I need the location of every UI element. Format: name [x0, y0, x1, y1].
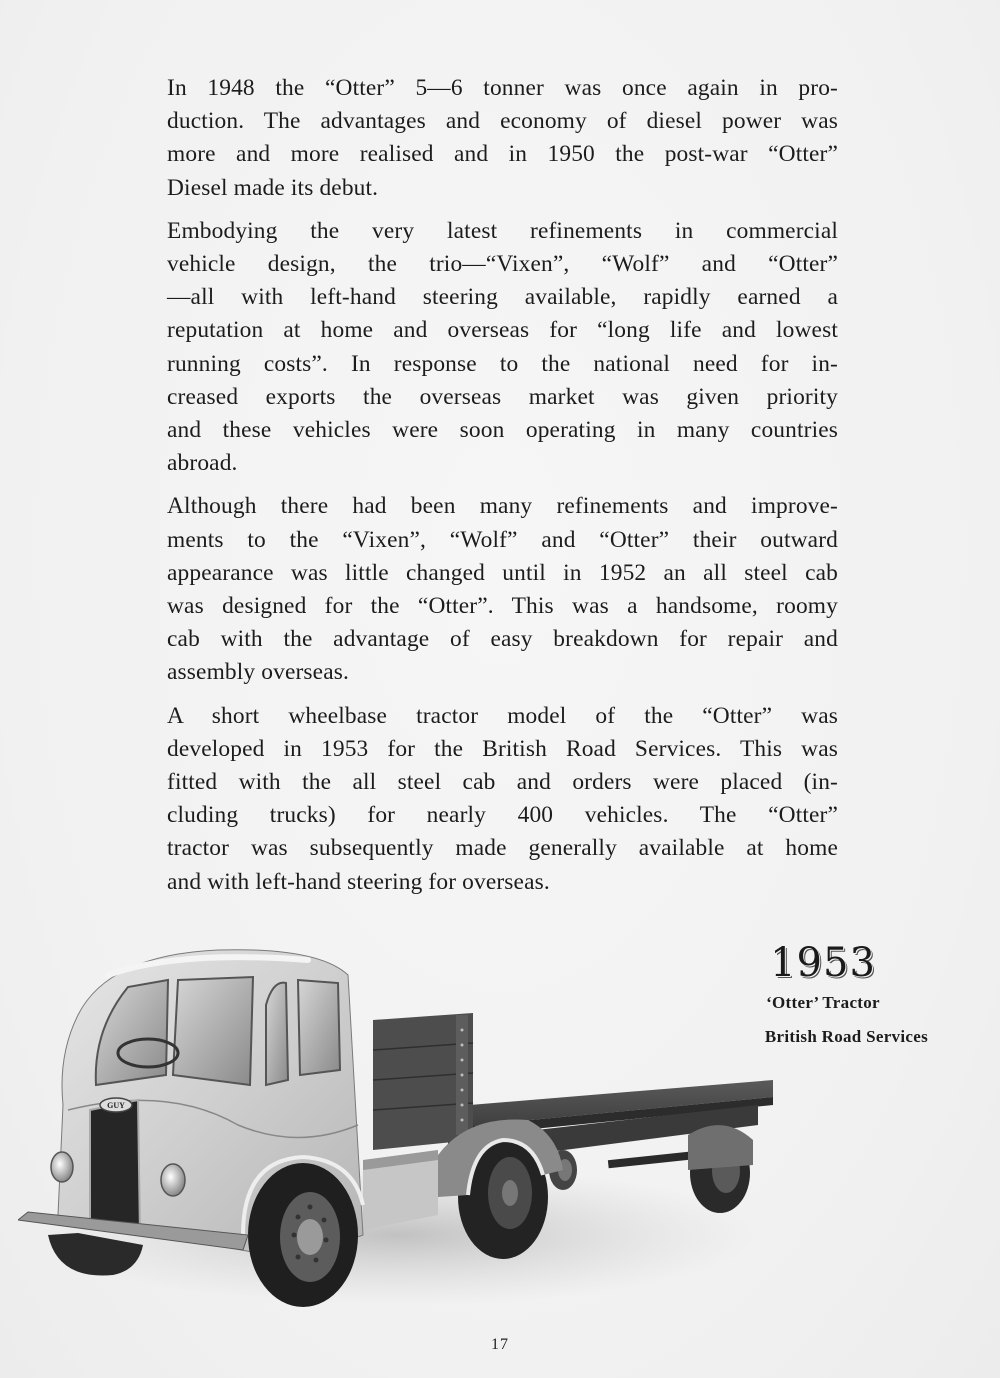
caption-owner: British Road Services: [764, 1027, 928, 1046]
text-line: and these vehicles were soon operating in many countries: [167, 417, 838, 444]
text-line: cluding trucks) for nearly 400 vehicles. The “Otter”: [167, 802, 838, 829]
page-number: 17: [491, 1336, 509, 1353]
text-line: appearance was little changed until in 1952 an all steel cab: [167, 559, 838, 586]
text-line: running costs”. In response to the national need for in-: [167, 350, 838, 377]
text-line: fitted with the all steel cab and orders were placed (in-: [167, 769, 838, 796]
text-line: more and more realised and in 1950 the post-war “Otter”: [167, 141, 838, 168]
text-line: Diesel made its debut.: [167, 174, 379, 201]
text-line: creased exports the overseas market was given priority: [167, 383, 838, 410]
paragraph-3: [167, 490, 838, 689]
caption-model: ‘Otter’ Tractor: [766, 993, 880, 1012]
text-line: and with left-hand steering for overseas.: [167, 868, 550, 895]
paragraph-4: [167, 700, 838, 899]
text-line: tractor was subsequently made generally available at home: [167, 835, 838, 862]
text-line: assembly overseas.: [167, 659, 349, 686]
truck-icon: [18, 935, 798, 1315]
text-line: ments to the “Vixen”, “Wolf” and “Otter” their outward: [167, 526, 838, 553]
body-text: [167, 72, 838, 909]
paragraph-1: [167, 72, 838, 205]
text-line: reputation at home and overseas for “long life and lowest: [167, 317, 838, 344]
paragraph-2: [167, 215, 838, 481]
text-line: duction. The advantages and economy of diesel power was: [167, 108, 838, 135]
text-line: was designed for the “Otter”. This was a handsome, roomy: [167, 593, 838, 620]
text-line: A short wheelbase tractor model of the “Otter” was: [167, 702, 838, 729]
text-line: abroad.: [167, 450, 238, 477]
text-line: —all with left-hand steering available, rapidly earned a: [167, 284, 838, 311]
svg-text:GUY: GUY: [107, 1101, 125, 1110]
caption-year: 1953: [770, 940, 876, 986]
text-line: cab with the advantage of easy breakdown for repair and: [167, 626, 838, 653]
truck-illustration: [18, 935, 798, 1315]
text-line: developed in 1953 for the British Road Services. This was: [167, 735, 838, 762]
text-line: In 1948 the “Otter” 5—6 tonner was once again in pro-: [167, 75, 838, 101]
text-line: vehicle design, the trio—“Vixen”, “Wolf” and “Otter”: [167, 251, 838, 278]
text-line: Although there had been many refinements and improve-: [167, 493, 838, 520]
text-line: Embodying the very latest refinements in commercial: [167, 217, 838, 244]
